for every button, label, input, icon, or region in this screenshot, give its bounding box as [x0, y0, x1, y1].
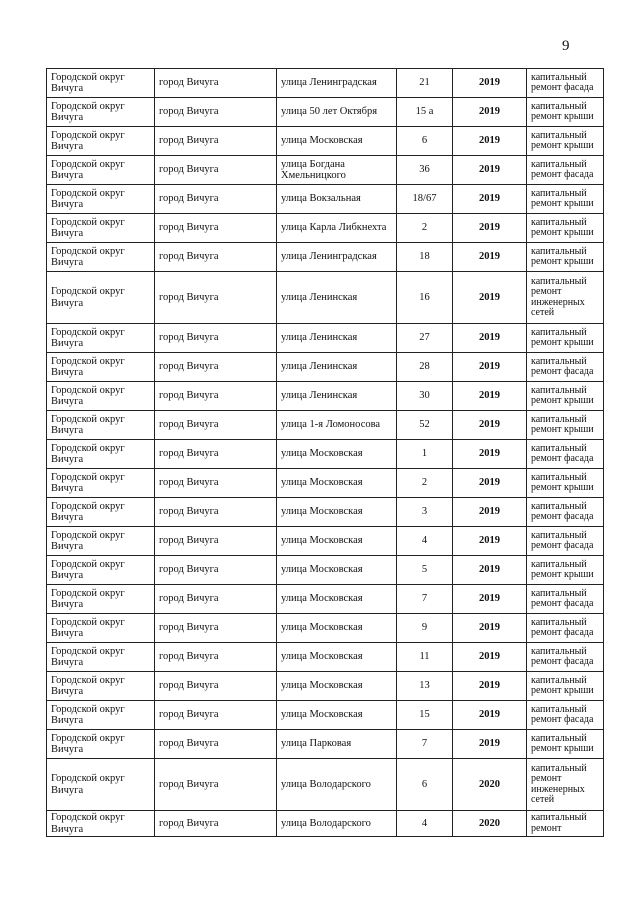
cell-street: улица Московская — [277, 643, 397, 672]
cell-year: 2019 — [453, 324, 527, 353]
cell-year: 2019 — [453, 353, 527, 382]
cell-house-number: 15 а — [397, 98, 453, 127]
cell-house-number: 28 — [397, 353, 453, 382]
cell-year: 2020 — [453, 811, 527, 837]
cell-house-number: 15 — [397, 701, 453, 730]
cell-house-number: 52 — [397, 411, 453, 440]
cell-district: Городской округ Вичуга — [47, 701, 155, 730]
cell-city: город Вичуга — [155, 672, 277, 701]
cell-house-number: 2 — [397, 214, 453, 243]
cell-year: 2019 — [453, 69, 527, 98]
cell-work-type: капитальный ремонт крыши — [527, 127, 604, 156]
cell-district: Городской округ Вичуга — [47, 614, 155, 643]
cell-year: 2019 — [453, 585, 527, 614]
cell-district: Городской округ Вичуга — [47, 527, 155, 556]
cell-house-number: 27 — [397, 324, 453, 353]
cell-city: город Вичуга — [155, 156, 277, 185]
cell-district: Городской округ Вичуга — [47, 643, 155, 672]
cell-house-number: 6 — [397, 759, 453, 811]
table-row — [47, 527, 604, 556]
cell-work-type: капитальный ремонт фасада — [527, 69, 604, 98]
cell-house-number: 36 — [397, 156, 453, 185]
cell-district: Городской округ Вичуга — [47, 382, 155, 411]
cell-district: Городской округ Вичуга — [47, 272, 155, 324]
cell-house-number: 30 — [397, 382, 453, 411]
cell-year: 2019 — [453, 440, 527, 469]
cell-year: 2019 — [453, 243, 527, 272]
cell-district: Городской округ Вичуга — [47, 156, 155, 185]
cell-city: город Вичуга — [155, 272, 277, 324]
cell-district: Городской округ Вичуга — [47, 440, 155, 469]
cell-district: Городской округ Вичуга — [47, 811, 155, 837]
cell-city: город Вичуга — [155, 614, 277, 643]
cell-street: улица Московская — [277, 614, 397, 643]
cell-city: город Вичуга — [155, 243, 277, 272]
cell-house-number: 13 — [397, 672, 453, 701]
cell-district: Городской округ Вичуга — [47, 324, 155, 353]
cell-work-type: капитальный ремонт фасада — [527, 643, 604, 672]
cell-year: 2019 — [453, 98, 527, 127]
cell-city: город Вичуга — [155, 730, 277, 759]
cell-work-type: капитальный ремонт фасада — [527, 701, 604, 730]
cell-city: город Вичуга — [155, 643, 277, 672]
cell-work-type: капитальный ремонт крыши — [527, 98, 604, 127]
cell-district: Городской округ Вичуга — [47, 556, 155, 585]
cell-district: Городской округ Вичуга — [47, 759, 155, 811]
table-row — [47, 643, 604, 672]
cell-work-type: капитальный ремонт фасада — [527, 585, 604, 614]
cell-street: улица Московская — [277, 498, 397, 527]
cell-street: улица Ленинградская — [277, 243, 397, 272]
cell-year: 2019 — [453, 614, 527, 643]
cell-street: улица Карла Либкнехта — [277, 214, 397, 243]
table-row — [47, 382, 604, 411]
cell-city: город Вичуга — [155, 440, 277, 469]
table-row — [47, 185, 604, 214]
cell-district: Городской округ Вичуга — [47, 127, 155, 156]
cell-city: город Вичуга — [155, 98, 277, 127]
table-row — [47, 585, 604, 614]
cell-house-number: 7 — [397, 730, 453, 759]
cell-street: улица Московская — [277, 701, 397, 730]
table-row — [47, 614, 604, 643]
cell-year: 2019 — [453, 672, 527, 701]
repair-schedule-table — [46, 68, 604, 837]
table-row — [47, 156, 604, 185]
table-row — [47, 811, 604, 837]
cell-street: улица Володарского — [277, 811, 397, 837]
cell-street: улица Московская — [277, 127, 397, 156]
cell-year: 2019 — [453, 156, 527, 185]
cell-district: Городской округ Вичуга — [47, 498, 155, 527]
table-row — [47, 324, 604, 353]
cell-year: 2019 — [453, 556, 527, 585]
cell-city: город Вичуга — [155, 411, 277, 440]
cell-work-type: капитальный ремонт фасада — [527, 527, 604, 556]
table-row — [47, 127, 604, 156]
table-row — [47, 272, 604, 324]
cell-year: 2019 — [453, 643, 527, 672]
cell-district: Городской округ Вичуга — [47, 214, 155, 243]
cell-work-type: капитальный ремонт крыши — [527, 469, 604, 498]
cell-city: город Вичуга — [155, 811, 277, 837]
cell-house-number: 16 — [397, 272, 453, 324]
cell-street: улица 50 лет Октября — [277, 98, 397, 127]
cell-year: 2019 — [453, 382, 527, 411]
table-row — [47, 69, 604, 98]
cell-work-type: капитальный ремонт крыши — [527, 672, 604, 701]
cell-street: улица Вокзальная — [277, 185, 397, 214]
cell-city: город Вичуга — [155, 69, 277, 98]
cell-work-type: капитальный ремонт фасада — [527, 498, 604, 527]
cell-city: город Вичуга — [155, 214, 277, 243]
cell-city: город Вичуга — [155, 469, 277, 498]
cell-work-type: капитальный ремонт фасада — [527, 440, 604, 469]
cell-street: улица Володарского — [277, 759, 397, 811]
cell-house-number: 1 — [397, 440, 453, 469]
cell-year: 2019 — [453, 272, 527, 324]
cell-work-type: капитальный ремонт крыши — [527, 730, 604, 759]
cell-house-number: 4 — [397, 527, 453, 556]
table-row — [47, 469, 604, 498]
cell-year: 2019 — [453, 701, 527, 730]
cell-street: улица Ленинградская — [277, 69, 397, 98]
cell-street: улица Московская — [277, 585, 397, 614]
cell-city: город Вичуга — [155, 353, 277, 382]
cell-house-number: 7 — [397, 585, 453, 614]
cell-district: Городской округ Вичуга — [47, 672, 155, 701]
cell-house-number: 4 — [397, 811, 453, 837]
cell-street: улица Ленинская — [277, 382, 397, 411]
cell-city: город Вичуга — [155, 585, 277, 614]
cell-year: 2019 — [453, 730, 527, 759]
table-row — [47, 98, 604, 127]
cell-street: улица Ленинская — [277, 324, 397, 353]
cell-work-type: капитальный ремонт фасада — [527, 614, 604, 643]
cell-city: город Вичуга — [155, 527, 277, 556]
cell-street: улица Московская — [277, 556, 397, 585]
cell-year: 2020 — [453, 759, 527, 811]
table-row — [47, 411, 604, 440]
cell-year: 2019 — [453, 127, 527, 156]
cell-city: город Вичуга — [155, 498, 277, 527]
cell-year: 2019 — [453, 411, 527, 440]
table-row — [47, 440, 604, 469]
cell-district: Городской округ Вичуга — [47, 469, 155, 498]
cell-house-number: 5 — [397, 556, 453, 585]
cell-district: Городской округ Вичуга — [47, 98, 155, 127]
table-row — [47, 730, 604, 759]
cell-district: Городской округ Вичуга — [47, 353, 155, 382]
table-row — [47, 759, 604, 811]
cell-house-number: 2 — [397, 469, 453, 498]
cell-city: город Вичуга — [155, 127, 277, 156]
cell-street: улица Московская — [277, 672, 397, 701]
cell-year: 2019 — [453, 498, 527, 527]
table-row — [47, 243, 604, 272]
cell-city: город Вичуга — [155, 185, 277, 214]
cell-street: улица 1-я Ломоносова — [277, 411, 397, 440]
cell-year: 2019 — [453, 527, 527, 556]
table-row — [47, 556, 604, 585]
cell-house-number: 6 — [397, 127, 453, 156]
table-row — [47, 672, 604, 701]
cell-street: улица Богдана Хмельницкого — [277, 156, 397, 185]
cell-district: Городской округ Вичуга — [47, 730, 155, 759]
cell-work-type: капитальный ремонт крыши — [527, 556, 604, 585]
cell-house-number: 11 — [397, 643, 453, 672]
cell-street: улица Московская — [277, 527, 397, 556]
cell-street: улица Ленинская — [277, 272, 397, 324]
cell-city: город Вичуга — [155, 324, 277, 353]
cell-year: 2019 — [453, 214, 527, 243]
cell-district: Городской округ Вичуга — [47, 69, 155, 98]
cell-street: улица Московская — [277, 440, 397, 469]
cell-work-type: капитальный ремонт инженерных сетей — [527, 272, 604, 324]
cell-year: 2019 — [453, 185, 527, 214]
cell-house-number: 18/67 — [397, 185, 453, 214]
cell-work-type: капитальный ремонт фасада — [527, 353, 604, 382]
cell-street: улица Парковая — [277, 730, 397, 759]
table-row — [47, 353, 604, 382]
table-body — [47, 69, 604, 837]
cell-district: Городской округ Вичуга — [47, 185, 155, 214]
cell-district: Городской округ Вичуга — [47, 411, 155, 440]
table-row — [47, 214, 604, 243]
cell-district: Городской округ Вичуга — [47, 585, 155, 614]
cell-work-type: капитальный ремонт инженерных сетей — [527, 759, 604, 811]
cell-work-type: капитальный ремонт крыши — [527, 382, 604, 411]
cell-year: 2019 — [453, 469, 527, 498]
cell-city: город Вичуга — [155, 382, 277, 411]
cell-work-type: капитальный ремонт фасада — [527, 156, 604, 185]
cell-city: город Вичуга — [155, 556, 277, 585]
cell-work-type: капитальный ремонт крыши — [527, 243, 604, 272]
cell-city: город Вичуга — [155, 759, 277, 811]
cell-city: город Вичуга — [155, 701, 277, 730]
cell-house-number: 9 — [397, 614, 453, 643]
table-row — [47, 701, 604, 730]
cell-house-number: 21 — [397, 69, 453, 98]
page-number: 9 — [562, 38, 570, 54]
cell-street: улица Ленинская — [277, 353, 397, 382]
cell-work-type: капитальный ремонт крыши — [527, 185, 604, 214]
cell-house-number: 3 — [397, 498, 453, 527]
cell-work-type: капитальный ремонт крыши — [527, 214, 604, 243]
table-row — [47, 498, 604, 527]
cell-street: улица Московская — [277, 469, 397, 498]
cell-house-number: 18 — [397, 243, 453, 272]
cell-work-type: капитальный ремонт — [527, 811, 604, 837]
cell-work-type: капитальный ремонт крыши — [527, 411, 604, 440]
cell-district: Городской округ Вичуга — [47, 243, 155, 272]
cell-work-type: капитальный ремонт крыши — [527, 324, 604, 353]
